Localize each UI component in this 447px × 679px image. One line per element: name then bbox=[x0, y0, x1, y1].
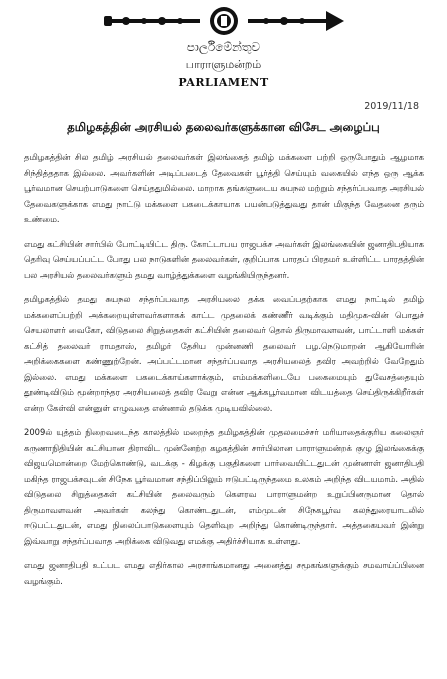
parliament-mace-icon bbox=[104, 6, 344, 36]
body-paragraph-4: 2009ல் யுத்தம் நிறைவடைந்த காலத்தில் மறைந்த தமிழகத்தின் முதலமைச்சர் மரியாதைக்குரிய கலைஞர் கருணாநிதியின் கட்சியான திராவிட முன்னேற்ற கழகத்தின் சார்பிலான பாராளுமன்றக் குழு இலங்கைக்கு விஜயமொன்றை மேற்கொண்டு, வடக்கு - கிழக்கு பகுதிகளை பார்வையிட்டதுடன் முன்னாள் ஜனாதிபதி மகிந்த ராஜபக்சவுடன் சிநேக பூர்வமான சந்திப்பிலும் ஈடுபட்டிருந்தமை உலகம் அறிந்த விடயமாம். அதில் விடுதலை சிறுத்தைகள் கட்சியின் தலைவரும் கௌரவ பாராளுமன்ற உறுப்பினருமான தொல் திருமாவளவன் அவர்கள் கலந்து கொண்டதுடன், எம்முடன் சிநேகபூர்வ கலந்துரையாடலில் ஈடுபட்டதுடன், எமது நிலைப்பாடுகளையும் தெளிவுற அறிந்து கொண்டிருந்தார். அத்தகையவர் இன்று இவ்வாறு சந்தர்ப்பவாத அறிக்கை விடுவது எமக்கு அதிர்ச்சியாக உள்ளது. bbox=[24, 427, 424, 546]
body-paragraph-5: எமது ஜனாதிபதி உட்பட எமது எதிர்கால அரசாங்கமானது அனைத்து சமூகங்களுக்கும் சமவாய்ப்பினை வழங்கும். bbox=[24, 560, 424, 586]
org-name-tamil: பாராளுமன்றம் bbox=[185, 58, 262, 71]
document-date: 2019/11/18 bbox=[364, 101, 419, 112]
document-body bbox=[24, 150, 424, 598]
org-name-sinhala: පාර්ලිමේන්තුව bbox=[186, 40, 261, 54]
body-paragraph-3: தமிழகத்தில் தமது சுயநல சந்தர்ப்பவாத அரசியலை தக்க வைப்பதற்காக எமது நாட்டில் தமிழ் மக்களைப்பற்றி அக்கறையுள்ளவர்களாகக் காட்ட முதலைக் கண்ணீர் வடிக்கும் மதிமுக-வின் பொதுச் செயலாளர் வைகோ, விடுதலை சிறுத்தைகள் கட்சியின் தலைவர் தொல் திருமாவளவன், பாட்டாளி மக்கள் கட்சித் தலைவர் ராமதாஸ், தமிழர் தேசிய முன்னணி தலைவர் பழ.நெடுமாறன் ஆகியோரின் அறிக்கைகளை கண்ணுற்றேன். அப்பட்டமான சந்தர்ப்பவாத அரசியலைத் தவிர அவற்றில் வேறேதும் இல்லை. எமது மக்களை பகடைக்காய்களாக்கும், எம்மக்களிடையே பகைமையும் துவேசத்தையும் தூண்டிவிடும் மூன்றாந்தர அரசியலைத் தவிர வேறு என்ன ஆக்கபூர்வமான விடயத்தை செய்திருக்கிறீர்கள் என்ற கேள்வி என்னுள் எழுவதை என்னால் தடுக்க முடியவில்லை. bbox=[24, 294, 424, 413]
body-paragraph-2: எமது கட்சியின் சார்பில் போட்டியிட்ட திரு. கோட்டாபய ராஜபக்ச அவர்கள் இலங்கையின் ஜனாதிபதியாக தெரிவு செய்யப்பட்ட போது பல நாடுகளின் தலைவர்கள், குறிப்பாக பாரதப் பிரதமர் உள்ளிட்ட பாரதத்தின் பல அரசியல் தலைவர்களும் தமது வாழ்த்துக்களை வழங்கியிருந்தனர். bbox=[24, 238, 424, 280]
letterhead bbox=[0, 0, 447, 110]
document-title: தமிழகத்தின் அரசியல் தலைவர்களுக்கான விசேட அழைப்பு bbox=[67, 120, 380, 134]
body-paragraph-1: தமிழகத்தின் சில தமிழ் அரசியல் தலைவர்கள் இலங்கைத் தமிழ் மக்களை பற்றி ஒருபோதும் ஆழமாக சிந்தித்ததாக இல்லை. அவர்களின் அடிப்படைத் தேவைகள் பூர்த்தி செய்யும் வகையில் எந்த ஒரு ஆக்க பூர்வமான செயற்பாடுகளை செய்ததுமில்லை. மாறாக தங்களுடைய சுயநல மற்றும் சந்தர்ப்பவாத அரசியல் தேவைகளுக்காக எமது நாட்டு மக்களை பகடைக்காயாக பயன்படுத்துவது தான் மிகுந்த வேதனை தரும் உண்மை. bbox=[24, 152, 424, 224]
org-name-english: PARLIAMENT bbox=[178, 76, 269, 89]
